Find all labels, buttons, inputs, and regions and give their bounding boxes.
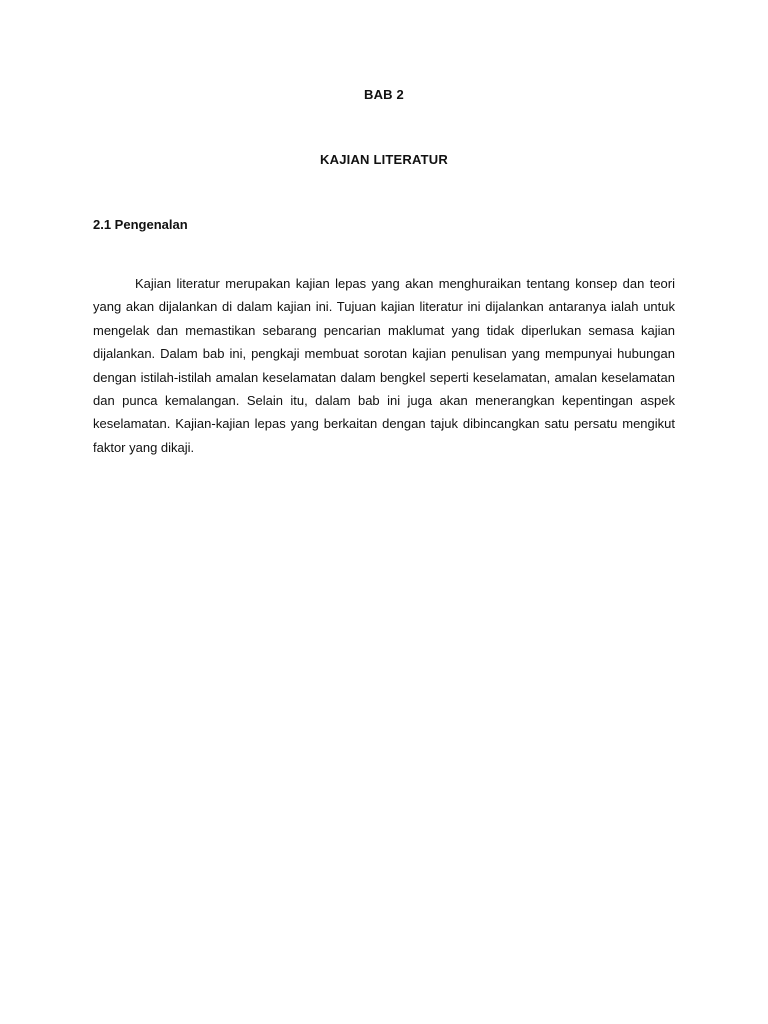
section-heading: 2.1 Pengenalan xyxy=(93,217,188,232)
body-paragraph: Kajian literatur merupakan kajian lepas yang akan menghuraikan tentang konsep dan teori yang akan dijalankan di dalam kajian ini. Tujuan kajian literatur ini dijalankan antaranya ialah untuk mengelak dan memastikan sebarang pencarian maklumat yang tidak diperlukan semasa kajian dijalankan. Dalam bab ini, pengkaji membuat sorotan kajian penulisan yang mempunyai hubungan dengan istilah-istilah amalan keselamatan dalam bengkel seperti keselamatan, amalan keselamatan dan punca kemalangan. Selain itu, dalam bab ini juga akan menerangkan kepentingan aspek keselamatan. Kajian-kajian lepas yang berkaitan dengan tajuk dibincangkan satu persatu mengikut faktor yang dikaji. xyxy=(93,276,675,455)
chapter-number: BAB 2 xyxy=(363,87,404,102)
chapter-title: KAJIAN LITERATUR xyxy=(320,152,448,167)
